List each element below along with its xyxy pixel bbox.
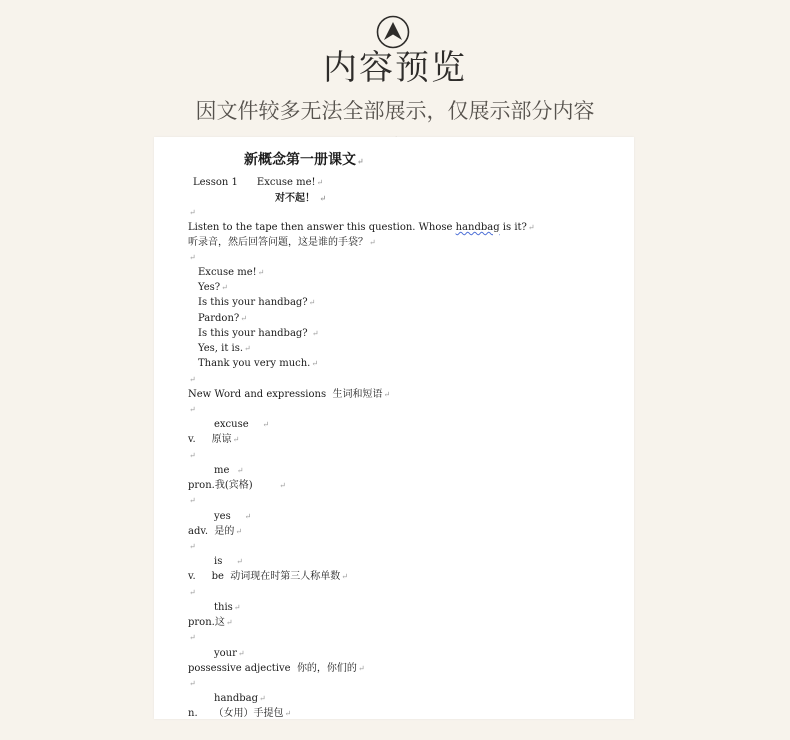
paragraph-mark: ↵ <box>189 405 196 414</box>
paragraph-mark: ↵ <box>189 679 196 688</box>
paragraph-mark: ↵ <box>189 633 196 642</box>
vocab-meaning: possessive adjective 你的，你们的↵ <box>188 663 365 674</box>
vocab-word: this↵ <box>214 602 241 613</box>
vocab-word: handbag↵ <box>214 693 266 704</box>
vocab-word: yes ↵ <box>214 511 252 522</box>
arrow-up-circle-icon <box>376 15 410 49</box>
dialogue-line: Pardon?↵ <box>198 313 247 324</box>
vocab-meaning: adv. 是的↵ <box>188 526 243 537</box>
page-subtitle: 因文件较多无法全部展示，仅展示部分内容 <box>195 99 595 123</box>
page-title: 内容预览 <box>323 48 467 88</box>
vocab-heading: New Word and expressions 生词和短语↵ <box>188 389 391 400</box>
paragraph-mark: ↵ <box>189 588 196 597</box>
vocab-meaning: pron.这↵ <box>188 617 233 628</box>
vocab-meaning: v. 原谅↵ <box>188 434 240 445</box>
dialogue-line: Yes?↵ <box>198 282 228 293</box>
paragraph-mark: ↵ <box>189 208 196 217</box>
instruction-cn: 听录音，然后回答问题，这是谁的手袋？↵ <box>188 237 376 248</box>
dialogue-line: Yes, it is.↵ <box>198 343 251 354</box>
dialogue-line: Thank you very much.↵ <box>198 358 319 369</box>
dialogue-line: Excuse me!↵ <box>198 267 265 278</box>
vocab-meaning: n. （女用）手提包↵ <box>188 708 292 719</box>
vocab-meaning: v. be 动词现在时第三人称单数↵ <box>188 571 348 582</box>
paragraph-mark: ↵ <box>189 451 196 460</box>
dialogue-line: Is this your handbag? ↵ <box>198 328 319 339</box>
document-page[interactable] <box>154 137 634 719</box>
preview-header <box>0 0 790 136</box>
dialogue-line: Is this your handbag?↵ <box>198 297 316 308</box>
paragraph-mark: ↵ <box>189 253 196 262</box>
vocab-word: your↵ <box>214 648 245 659</box>
vocab-word: excuse ↵ <box>214 419 270 430</box>
instruction-en: Listen to the tape then answer this question. Whose handbag is it?↵ <box>188 222 535 233</box>
paragraph-mark: ↵ <box>189 375 196 384</box>
vocab-meaning: pron.我(宾格) ↵ <box>188 480 286 491</box>
lesson-title-cn: 对不起！ ↵ <box>275 193 327 204</box>
vocab-word: is ↵ <box>214 556 243 567</box>
paragraph-mark: ↵ <box>189 542 196 551</box>
lesson-heading: Lesson 1 Excuse me!↵ <box>193 177 324 188</box>
paragraph-mark: ↵ <box>189 496 196 505</box>
document-title: 新概念第一册课文↵ <box>244 152 364 168</box>
vocab-word: me ↵ <box>214 465 244 476</box>
